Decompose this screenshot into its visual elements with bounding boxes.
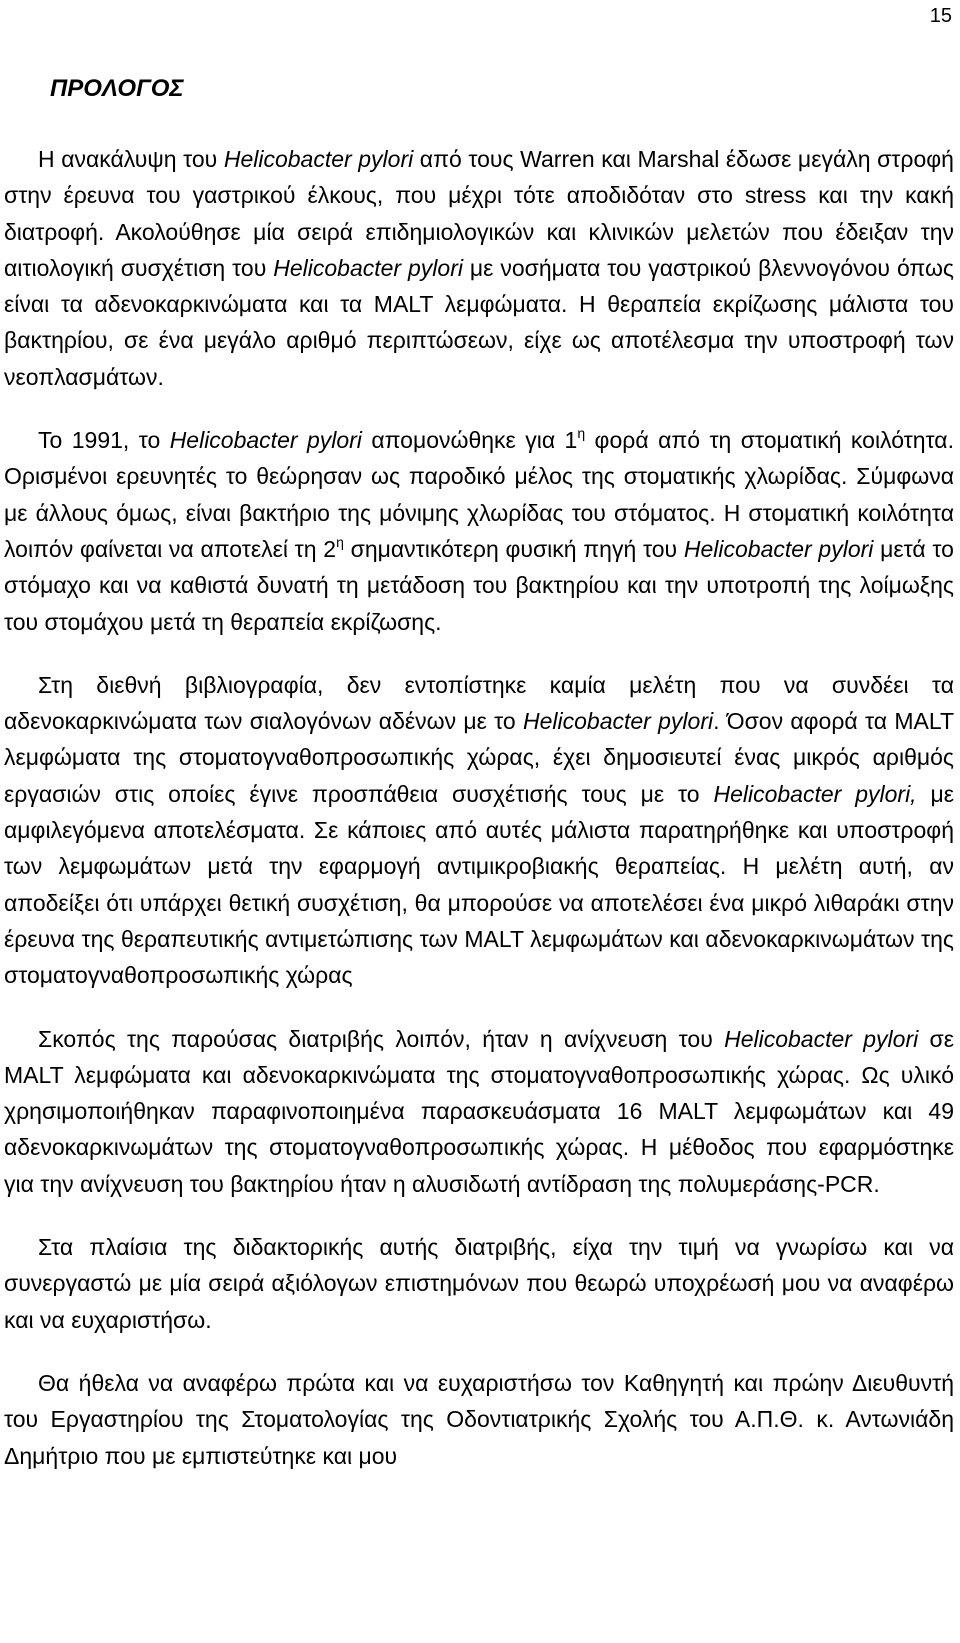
page-title: ΠΡΟΛΟΓΟΣ	[50, 75, 184, 102]
species-name: Helicobacter pylori	[223, 146, 414, 172]
species-name: Helicobacter pylori	[683, 535, 874, 562]
paragraph-6	[4, 1365, 954, 1474]
paragraph-5	[4, 1229, 954, 1338]
text-run: σε MALT λεμφώματα και αδενοκαρκινώματα της στοματογναθοπροσωπικής χώρας. Ως υλικό χρησιμοποιήθηκαν παραφινοποιημένα παρασκευάσματα 16 MALT λεμφωμάτων και 49 αδενοκαρκινωμάτων της στοματογναθοπροσωπικής χώρας. Η μέθοδος που εφαρμόστηκε για την ανίχνευση του βακτηρίου ήταν η αλυσιδωτή αντίδραση της πολυμεράσης-PCR.	[4, 1025, 954, 1197]
text-run: μετά το στόμαχο και να καθιστά δυνατή τη μετάδοση του βακτηρίου και την υποτροπή της λοίμωξης του στομάχου μετά τη θεραπεία εκρίζωσης.	[4, 535, 954, 635]
species-name: Helicobacter pylori	[523, 708, 714, 735]
species-name: Helicobacter pylori,	[713, 780, 917, 807]
text-run: . Όσον αφορά τα MALT λεμφώματα της στοματογναθοπροσωπικής χώρας, έχει δημοσιευτεί ένας μικρός αριθμός εργασιών στις οποίες έγινε προσπάθεια συσχέτισής τους με το	[4, 708, 954, 807]
species-name: Helicobacter pylori	[169, 427, 362, 454]
text-run: Σκοπός της παρούσας διατριβής λοιπόν, ήταν η ανίχνευση του	[38, 1025, 725, 1052]
text-run: Στα πλαίσια της διδακτορικής αυτής διατριβής, είχα την τιμή να γνωρίσω και να συνεργαστώ με μία σειρά αξιόλογων επιστημόνων που θεωρώ υποχρέωσή μου να αναφέρω και να ευχαριστήσω.	[4, 1234, 954, 1333]
ordinal-superscript: η	[336, 533, 344, 550]
text-run: με αμφιλεγόμενα αποτελέσματα. Σε κάποιες από αυτές μάλιστα παρατηρήθηκε και υποστροφή των λεμφωμάτων μετά την εφαρμογή αντιμικροβιακής θεραπείας. Η μελέτη αυτή, αν αποδείξει ότι υπάρχει θετική συσχέτιση, θα μπορούσε να αποτελέσει ένα μικρό λιθαράκι στην έρευνα της θεραπευτικής αντιμετώπισης των MALT λεμφωμάτων και αδενοκαρκινωμάτων της στοματογναθοπροσωπικής χώρας	[4, 780, 954, 989]
ordinal-superscript: η	[577, 425, 586, 442]
text-run: Στη διεθνή βιβλιογραφία, δεν εντοπίστηκε καμία μελέτη που να συνδέει τα αδενοκαρκινώματα των σιαλογόνων αδένων με το	[4, 671, 954, 735]
species-name: Helicobacter pylori	[273, 254, 463, 281]
text-run: από τους Warren και Marshal έδωσε μεγάλη στροφή στην έρευνα του γαστρικού έλκους, που μέχρι τότε αποδιδόταν στο stress και την κακή διατροφή. Ακολούθησε μία σειρά επιδημιολογικών και κλινικών μελετών που έδειξαν την αιτιολογική συσχέτιση του	[4, 146, 954, 281]
paragraph-2	[4, 422, 954, 640]
species-name: Helicobacter pylori	[724, 1025, 919, 1052]
text-run: με νοσήματα του γαστρικού βλεννογόνου όπως είναι τα αδενοκαρκινώματα και τα MALT λεμφώματα. Η θεραπεία εκρίζωσης μάλιστα του βακτηρίου, σε ένα μεγάλο αριθμό περιπτώσεων, είχε ως αποτέλεσμα την υποστροφή των νεοπλασμάτων.	[4, 254, 954, 390]
text-run: Η ανακάλυψη του	[38, 146, 224, 172]
text-run: Θα ήθελα να αναφέρω πρώτα και να ευχαριστήσω τον Καθηγητή και πρώην Διευθυντή του Εργαστηρίου της Στοματολογίας της Οδοντιατρικής Σχολής του Α.Π.Θ. κ. Αντωνιάδη Δημήτριο που με εμπιστεύτηκε και μου	[4, 1369, 954, 1469]
page-number: 15	[929, 5, 952, 27]
paragraph-1	[4, 141, 954, 395]
paragraph-3	[4, 667, 954, 994]
text-run: φορά από τη στοματική κοιλότητα. Ορισμένοι ερευνητές το θεώρησαν ως παροδικό μέλος της στοματικής χλωρίδας. Σύμφωνα με άλλους όμως, είναι βακτήριο της μόνιμης χλωρίδας του στόματος. Η στοματική κοιλότητα λοιπόν φαίνεται να αποτελεί τη 2	[4, 427, 954, 562]
paragraph-4	[4, 1021, 954, 1202]
text-run: Το 1991, το	[38, 427, 170, 454]
text-run: απομονώθηκε για 1	[361, 427, 578, 454]
text-run: σημαντικότερη φυσική πηγή του	[343, 535, 684, 562]
document-body	[4, 141, 954, 1474]
